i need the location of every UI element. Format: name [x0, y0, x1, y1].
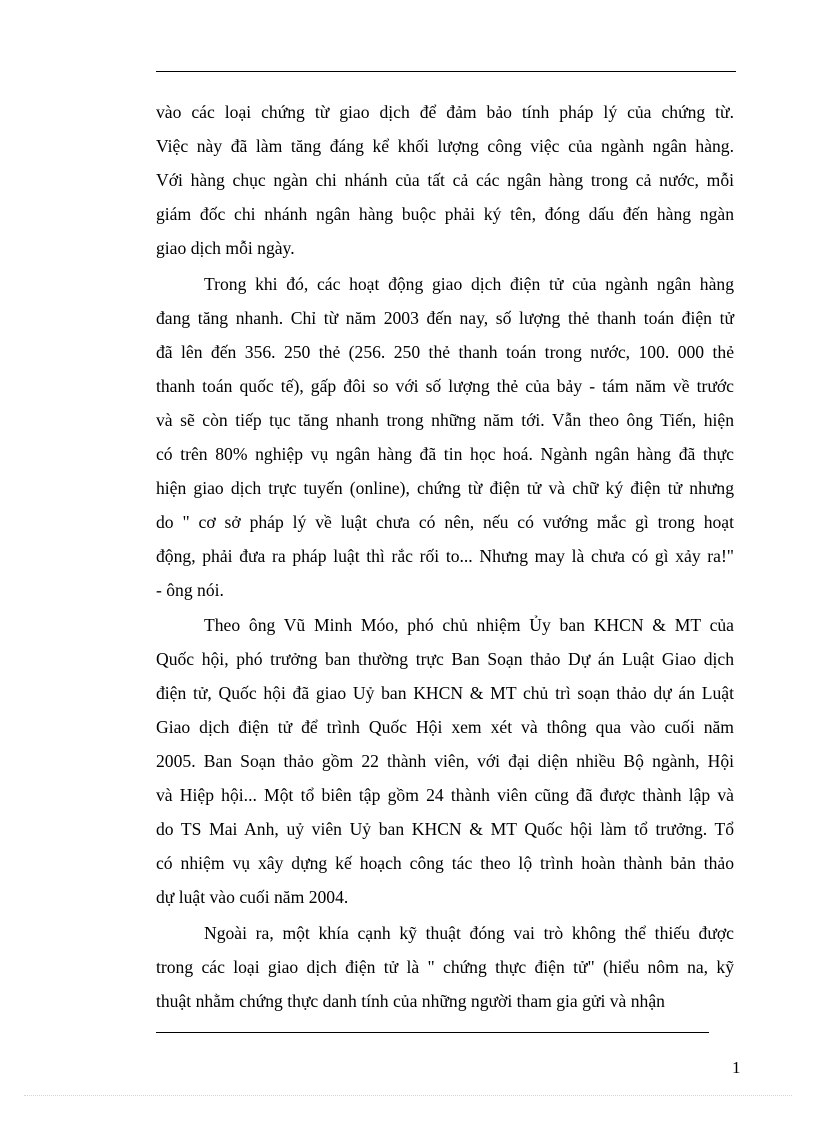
text-line: Ngoài ra, một khía cạnh kỹ thuật đóng vai trò không thể thiếu được [204, 922, 734, 943]
text-line: trong các loại giao dịch điện tử là " chứng thực điện tử" (hiểu nôm na, kỹ [156, 956, 734, 977]
body-text [156, 95, 734, 1018]
page-number: 1 [732, 1058, 741, 1077]
text-line: có trên 80% nghiệp vụ ngân hàng đã tin học hoá. Ngành ngân hàng đã thực [156, 443, 734, 464]
text-line: Việc này đã làm tăng đáng kể khối lượng công việc của ngành ngân hàng. [156, 136, 734, 156]
paragraph-2 [156, 267, 734, 607]
text-line: có nhiệm vụ xây dựng kế hoạch công tác theo lộ trình hoàn thành bản thảo [156, 853, 734, 873]
text-line: - ông nói. [156, 579, 224, 600]
paragraph-3 [156, 608, 734, 914]
header-rule [156, 71, 736, 72]
text-line: dự luật vào cuối năm 2004. [156, 887, 349, 907]
text-line: vào các loại chứng từ giao dịch để đảm bảo tính pháp lý của chứng từ. [156, 102, 734, 122]
text-line: do " cơ sở pháp lý về luật chưa có nên, nếu có vướng mắc gì trong hoạt [156, 511, 734, 532]
text-line: giám đốc chi nhánh ngân hàng buộc phải ký tên, đóng dấu đến hàng ngàn [156, 204, 734, 224]
text-line: Quốc hội, phó trưởng ban thường trực Ban Soạn thảo Dự án Luật Giao dịch [156, 649, 734, 669]
text-line: Trong khi đó, các hoạt động giao dịch điện tử của ngành ngân hàng [204, 273, 734, 294]
text-line: thuật nhằm chứng thực danh tính của những người tham gia gửi và nhận [156, 990, 665, 1011]
text-line: giao dịch mỗi ngày. [156, 238, 295, 258]
text-line: Giao dịch điện tử để trình Quốc Hội xem xét và thông qua vào cuối năm [156, 717, 734, 737]
paragraph-4 [156, 916, 734, 1018]
text-line: Với hàng chục ngàn chi nhánh của tất cả các ngân hàng trong cả nước, mỗi [156, 170, 734, 190]
text-line: và Hiệp hội... Một tổ biên tập gồm 24 thành viên cũng đã được thành lập và [156, 785, 734, 805]
page-edge-divider [24, 1095, 792, 1096]
paragraph-1 [156, 95, 734, 265]
text-line: đang tăng nhanh. Chỉ từ năm 2003 đến nay, số lượng thẻ thanh toán điện tử [156, 307, 734, 328]
text-line: thanh toán quốc tế), gấp đôi so với số lượng thẻ của bảy - tám năm về trước [156, 375, 734, 396]
text-line: động, phải đưa ra pháp luật thì rắc rối to... Nhưng may là chưa có gì xảy ra!" [156, 545, 734, 566]
text-line: hiện giao dịch trực tuyến (online), chứng từ điện tử và chữ ký điện tử nhưng [156, 477, 734, 498]
text-line: đã lên đến 356. 250 thẻ (256. 250 thẻ thanh toán trong nước, 100. 000 thẻ [156, 341, 734, 362]
footer-rule [156, 1032, 709, 1033]
text-line: 2005. Ban Soạn thảo gồm 22 thành viên, với đại diện nhiều Bộ ngành, Hội [156, 751, 734, 771]
text-line: điện tử, Quốc hội đã giao Uỷ ban KHCN & MT chủ trì soạn thảo dự án Luật [156, 683, 734, 703]
text-line: do TS Mai Anh, uỷ viên Uỷ ban KHCN & MT Quốc hội làm tổ trưởng. Tổ [156, 819, 734, 839]
text-line: Theo ông Vũ Minh Móo, phó chủ nhiệm Ủy ban KHCN & MT của [204, 615, 734, 635]
text-line: và sẽ còn tiếp tục tăng nhanh trong những năm tới. Vẫn theo ông Tiến, hiện [156, 409, 734, 430]
